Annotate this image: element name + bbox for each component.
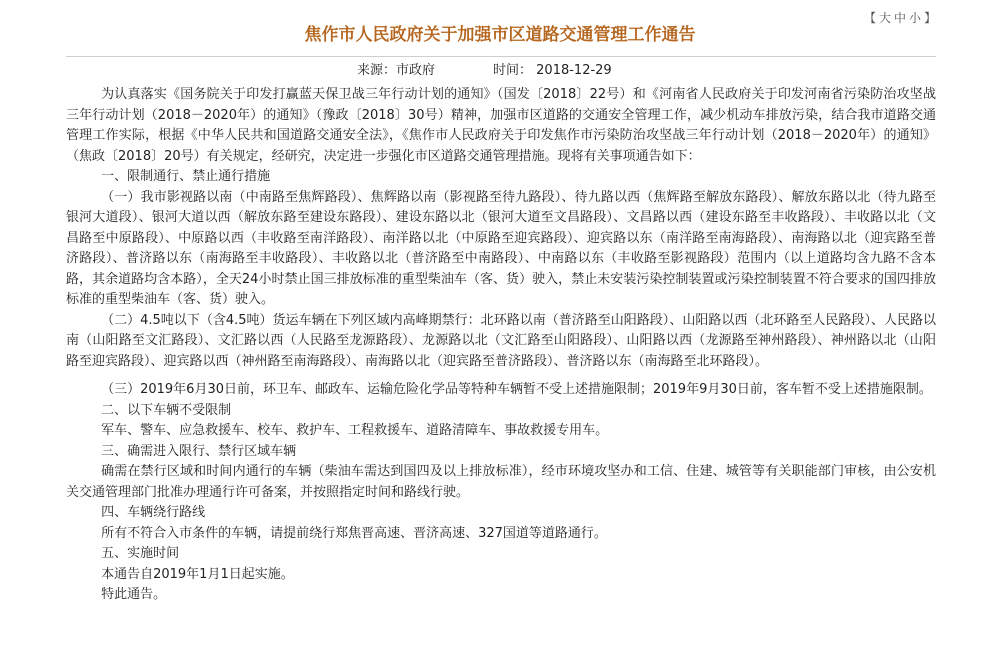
section-heading-1: 一、限制通行、禁止通行措施: [101, 169, 271, 184]
article-meta: [357, 61, 612, 81]
bracket-open: 【: [864, 11, 880, 25]
article-body: [66, 85, 936, 606]
paragraph-item-2: （二）4.5吨以下（含4.5吨）货运车辆在下列区域内高峰期禁行：北环路以南（普济路至山阳路段）、山阳路以西（北环路至人民路段）、人民路以南（山阳路至文汇路段）、文汇路以西（人民路至龙源路段）、龙源路以北（文汇路至山阳路段）、山阳路以西（龙源路至神州路段）、神州路以北（山阳路至迎宾路段）、迎宾路以西（神州路至南海路段）、南海路以北（迎宾路至普济路段）、普济路以东（南海路至北环路段）。: [66, 312, 936, 369]
exempt-vehicles-paragraph: 军车、警车、应急救援车、校车、救护车、工程救援车、道路清障车、事故救援专用车。: [101, 423, 609, 438]
paragraph-item-3: （三）2019年6月30日前，环卫车、邮政车、运输危险化学品等特种车辆暂不受上述措施限制；2019年9月30日前，客车暂不受上述措施限制。: [101, 382, 932, 397]
bracket-close: 】: [924, 11, 940, 25]
effective-date-paragraph: 本通告自2019年1月1日起实施。: [101, 566, 294, 582]
source-label: 来源：市政府: [357, 63, 436, 78]
detour-paragraph: 所有不符合入市条件的车辆，请提前绕行郑焦晋高速、晋济高速、327国道等道路通行。: [101, 525, 607, 541]
paragraph-item-1: （一）我市影视路以南（中南路至焦辉路段）、焦辉路以南（影视路至待九路段）、待九路以西（焦辉路至解放东路段）、解放东路以北（待九路至银河大道段）、银河大道以西（解放东路至建设东路段）、建设东路以北（银河大道至文昌路段）、文昌路以西（建设东路至丰收路段）、丰收路以北（文昌路至中原路段）、中原路以西（丰收路至南洋路段）、南洋路以北（中原路至迎宾路段）、迎宾路以东（南洋路至南海路段）、南海路以北（迎宾路至普济路段）、普济路以东（南海路至丰收路段）、丰收路以北（普济路至中南路段）、中南路以东（丰收路至影视路段）范围内（以上道路均含九路不含本路，其余道路均含本路），全天24小时禁止国三排放标准的重型柴油车（客、货）驶入，禁止未安装污染控制装置或污染控制装置不符合要求的国四排放标准的重型柴油车（客、货）驶入。: [66, 189, 936, 307]
intro-paragraph: 为认真落实《国务院关于印发打赢蓝天保卫战三年行动计划的通知》（国发〔2018〕22号）和《河南省人民政府关于印发河南省污染防治攻坚战三年行动计划（2018－2020年）的通知》（豫政〔2018〕30号）精神，加强市区道路的交通安全管理工作，减少机动车排放污染，结合我市道路交通管理工作实际，根据《中华人民共和国道路交通安全法》，《焦作市人民政府关于印发焦作市污染防治攻坚战三年行动计划（2018－2020年）的通知》（焦政〔2018〕20号）有关规定，经研究，决定进一步强化市区道路交通管理措施。现将有关事项通告如下：: [66, 87, 936, 164]
closing-paragraph: 特此通告。: [101, 587, 167, 602]
section-heading-2: 二、以下车辆不受限制: [101, 402, 232, 418]
section-heading-4: 四、车辆绕行路线: [101, 505, 206, 520]
article-title: 焦作市人民政府关于加强市区道路交通管理工作通告: [304, 25, 696, 45]
font-size-medium-link[interactable]: 中: [894, 11, 910, 25]
publish-time: 时间： 2018-12-29: [493, 63, 612, 78]
font-size-small-link[interactable]: 小: [909, 11, 925, 25]
permit-paragraph: 确需在禁行区域和时间内通行的车辆（柴油车需达到国四及以上排放标准），经市环境攻坚办和工信、住建、城管等有关职能部门审核，由公安机关交通管理部门批准办理通行许可备案，并按照指定时间和路线行驶。: [66, 464, 936, 500]
font-size-large-link[interactable]: 大: [879, 11, 895, 25]
section-heading-3: 三、确需进入限行、禁行区域车辆: [101, 443, 297, 459]
section-heading-5: 五、实施时间: [101, 546, 180, 561]
title-divider: [66, 56, 936, 57]
